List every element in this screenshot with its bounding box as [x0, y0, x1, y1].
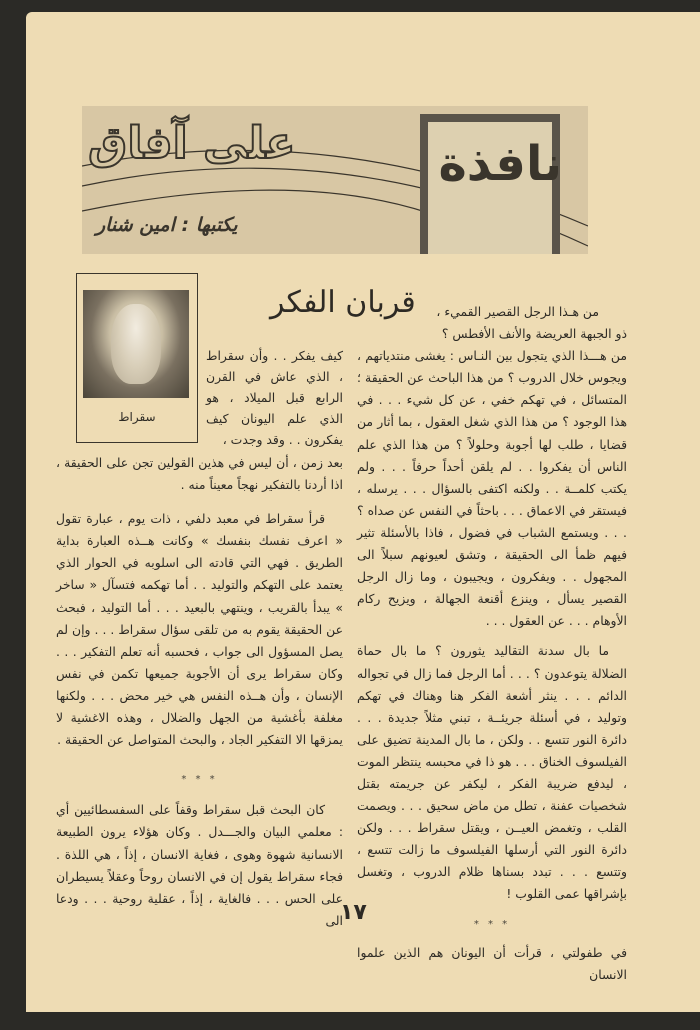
- portrait-face: [111, 304, 161, 384]
- paragraph: بعد زمن ، أن ليس في هذين القولين تجن على الحقيقة ، اذا أردنا بالتفكير نهجاً معيناً منه .: [56, 455, 343, 493]
- section-separator: * * *: [473, 918, 511, 930]
- paragraph: ذو الجبهة العريضة والأنف الأفطس ؟: [441, 326, 627, 342]
- paragraph: في طفولتي ، قرأت أن اليونان هم الذين علموا الانسان: [357, 944, 627, 982]
- paragraph: قرأ سقراط في معبد دلفي ، ذات يوم ، عبارة تقول « اعرف نفسك بنفسك » وكانت هــذه العبارة بداية الطريق . فهي التي قادته الى اسلوبه في الحوار الذي يعتمد على التهكم والتوليد . . أما تهكمه فتسآل « ساخر » يبدأ بالقريب ، وينتهي بالبعيد . . . أما التوليد ، فبحث عن الحقيقة يقوم به من تلقى سؤال سقراط . . . وإن لم يصل المسؤول الى جواب ، فحسبه أنه تعلم التفكير . . . وكان سقراط يرى أن الأجوبة جميعها تكمن في نفس الإنسان ، وأن هــذه النفس هي خير محض . . . ولكنها مغلفة بأغشية من الجهل والضلال ، وهذه الاغشية لا يمزقها الا التفكير الجاد ، والبحث المتواصل عن الحقيقة .: [56, 511, 343, 748]
- left-column: [56, 452, 343, 932]
- left-intro-paragraph: كيف يفكر . . وأن سقراط ، الذي عاش في القرن الرابع قبل الميلاد ، هو الذي علم اليونان كيف يفكرون . . وقد وجدت ،: [206, 348, 343, 447]
- socrates-photo-box: [76, 273, 198, 443]
- banner-title-secondary: على آفاق: [88, 118, 296, 169]
- banner-title-main: نافذة: [438, 136, 562, 192]
- paragraph: من هـذا الرجل القصير القميء ،: [436, 304, 599, 319]
- page-number: ١٧: [340, 900, 367, 925]
- paragraph: كان البحث قبل سقراط وقفاً على السفسطائيين أي : معلمي البيان والجـــدل . وكان هؤلاء يرون الطبيعة الانسانية شهوة وهوى ، فغاية الانسان ، إذاً ، هي اللذة . فجاء سقراط يقول إن في الانسان روحاً وعقلاً يسيطران على الحس . . . فالغاية ، إذاً ، عقلية روحية . . . ودعا الى: [56, 802, 343, 928]
- paragraph: من هـــذا الذي يتجول بين النـاس : يغشى منتدياتهم ، ويجوس خلال الدروب ؟ من هذا الباحث عن الحقيقة ؛ المتسائل ، في تهكم خفي ، عن كل شيء . . . في هذا الوجود ؟ من هذا الذي شغل العقول ، بما أثار من قضايا ، طلب لها أجوبة وحلولاً ؟ من هذا الذي علم الناس أن يفكروا . . لم يلقن أحداً حرفاً . . . ولم يكتب كلمــة . . ولكنه اكتفى بالسؤال . . . يرسله ، فيستقر في الاعماق . . . باحثاً في النفس عن صداه ؟ . . . ويستمع الشباب في فضول ، فاذا بالأسئلة تثير فيهم ظمأ الى الحقيقة ، وتشق لعيونهم سبلاً الى المجهول . . ويفكرون ، ويجيبون ، وما زال الرجل القصير يسأل ، وينزع أقنعة الجهالة ، ويزيح ركام الأوهام . . . عن العقول . . .: [357, 348, 627, 629]
- column-header-banner: [82, 106, 588, 254]
- byline: يكتبها : امين شنار: [96, 214, 238, 236]
- article-title: قربان الفكر: [270, 285, 416, 320]
- right-column: [357, 301, 627, 986]
- section-separator: * * *: [181, 774, 218, 786]
- paragraph: ما بال سدنة التقاليد يثورون ؟ ما بال حماة الضلالة يتوعدون ؟ . . . أما الرجل فما زال في تجواله الدائم . . . ينثر أشعة الفكر هنا وهناك في تهكم وتوليد ، في أسئلة جريئــة ، تبني مثلاً جديدة . . . دائرة النور تتسع . . ولكن ، ما بال المدينة تضيق على الفيلسوف الخناق . . . هو ذا في محبسه ينتظر الموت ، ليدفع ضريبة الفكر ، ليكفر عن جريمته بقتل شخصيات عفنة ، تطل من ماض سحيق . . . ويصمت القلب ، وتغمض العيــن ، ويقتل سقراط . . . ولكن دائرة النور التي أرسلها الفيلسوف ما زالت تتسع ، وتتسع . . . تبدد بسناها ظلام الدروب ، وتغسل بإشراقها عمى القلوب !: [357, 643, 627, 902]
- photo-caption: سقراط: [118, 410, 156, 424]
- socrates-portrait-image: [83, 290, 189, 398]
